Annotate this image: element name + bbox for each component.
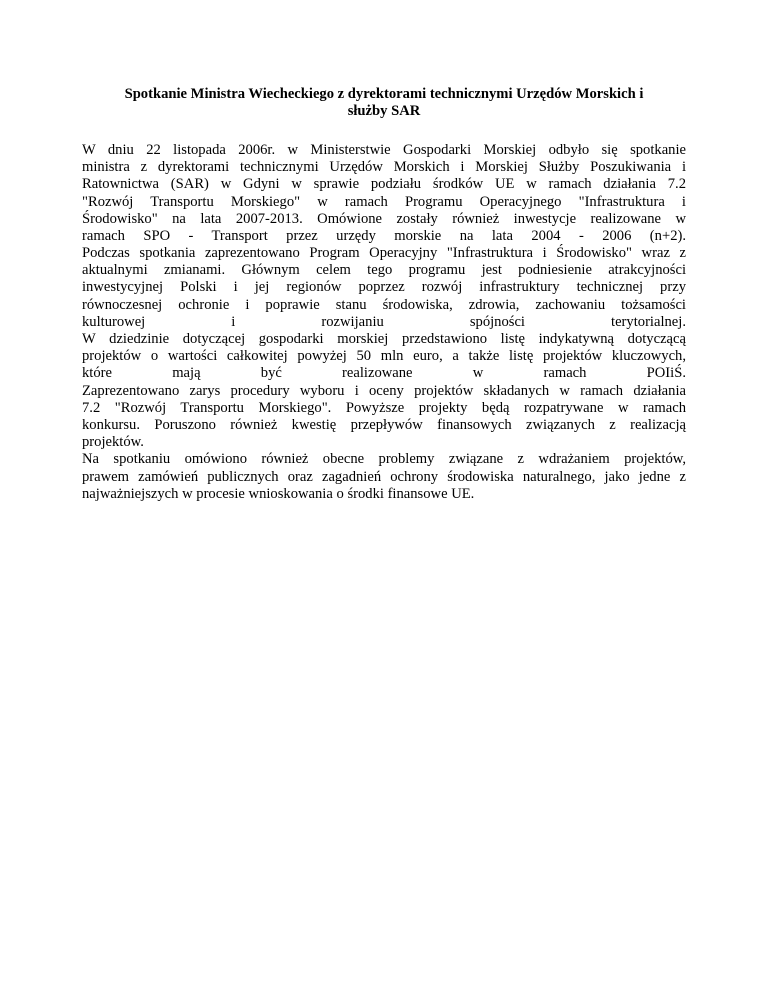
text-line: Ratownictwa (SAR) w Gdyni w sprawie podziału środków UE w ramach działania 7.2 [82,176,686,193]
text-line: projektów. [82,434,144,451]
text-line: "Rozwój Transportu Morskiego" w ramach Programu Operacyjnego "Infrastruktura i [82,193,686,210]
title-line: Spotkanie Ministra Wiecheckiego z dyrektorami technicznymi Urzędów Morskich i [124,86,644,102]
text-line: prawem zamówień publicznych oraz zagadnień ochrony środowiska naturalnego, jako jedne z [82,468,686,485]
text-line: równoczesnej ochronie i poprawie stanu środowiska, zdrowia, zachowaniu tożsamości [82,296,686,313]
text-line: W dniu 22 listopada 2006r. w Ministerstwie Gospodarki Morskiej odbyło się spotkanie [82,142,686,158]
text-line: najważniejszych w procesie wnioskowania o środki finansowe UE. [82,485,475,502]
text-line: Środowisko" na lata 2007-2013. Omówione zostały również inwestycje realizowane w [82,210,686,227]
document-title [82,86,686,120]
text-line: Podczas spotkania zaprezentowano Program Operacyjny "Infrastruktura i Środowisko" wraz z [82,245,686,261]
text-line: Zaprezentowano zarys procedury wyboru i oceny projektów składanych w ramach działania [82,382,686,399]
text-line: aktualnymi zmianami. Głównym celem tego programu jest podniesienie atrakcyjności [82,262,686,279]
text-line: konkursu. Poruszono również kwestię przepływów finansowych związanych z realizacją [82,417,686,434]
text-line: ministra z dyrektorami technicznymi Urzędów Morskich i Morskiej Służby Poszukiwania i [82,159,686,176]
text-line: inwestycyjnej Polski i jej regionów poprzez rozwój infrastruktury technicznej przy [82,279,686,296]
title-line: służby SAR [347,103,421,120]
text-line: kulturowej i rozwijaniu spójności terytorialnej. [82,313,686,330]
paragraph-body [82,245,686,503]
text-line: Na spotkaniu omówiono również obecne problemy związane z wdrażaniem projektów, [82,451,686,468]
text-line: które mają być realizowane w ramach POIiŚ. [82,365,686,382]
text-line: 7.2 "Rozwój Transportu Morskiego". Powyższe projekty będą rozpatrywane w ramach [82,399,686,416]
text-line: W dziedzinie dotyczącej gospodarki morskiej przedstawiono listę indykatywną dotyczącą [82,331,686,348]
text-line: ramach SPO - Transport przez urzędy morskie na lata 2004 - 2006 (n+2). [82,228,686,245]
paragraph-intro [82,142,686,245]
text-line: projektów o wartości całkowitej powyżej 50 mln euro, a także listę projektów kluczowych, [82,348,686,365]
